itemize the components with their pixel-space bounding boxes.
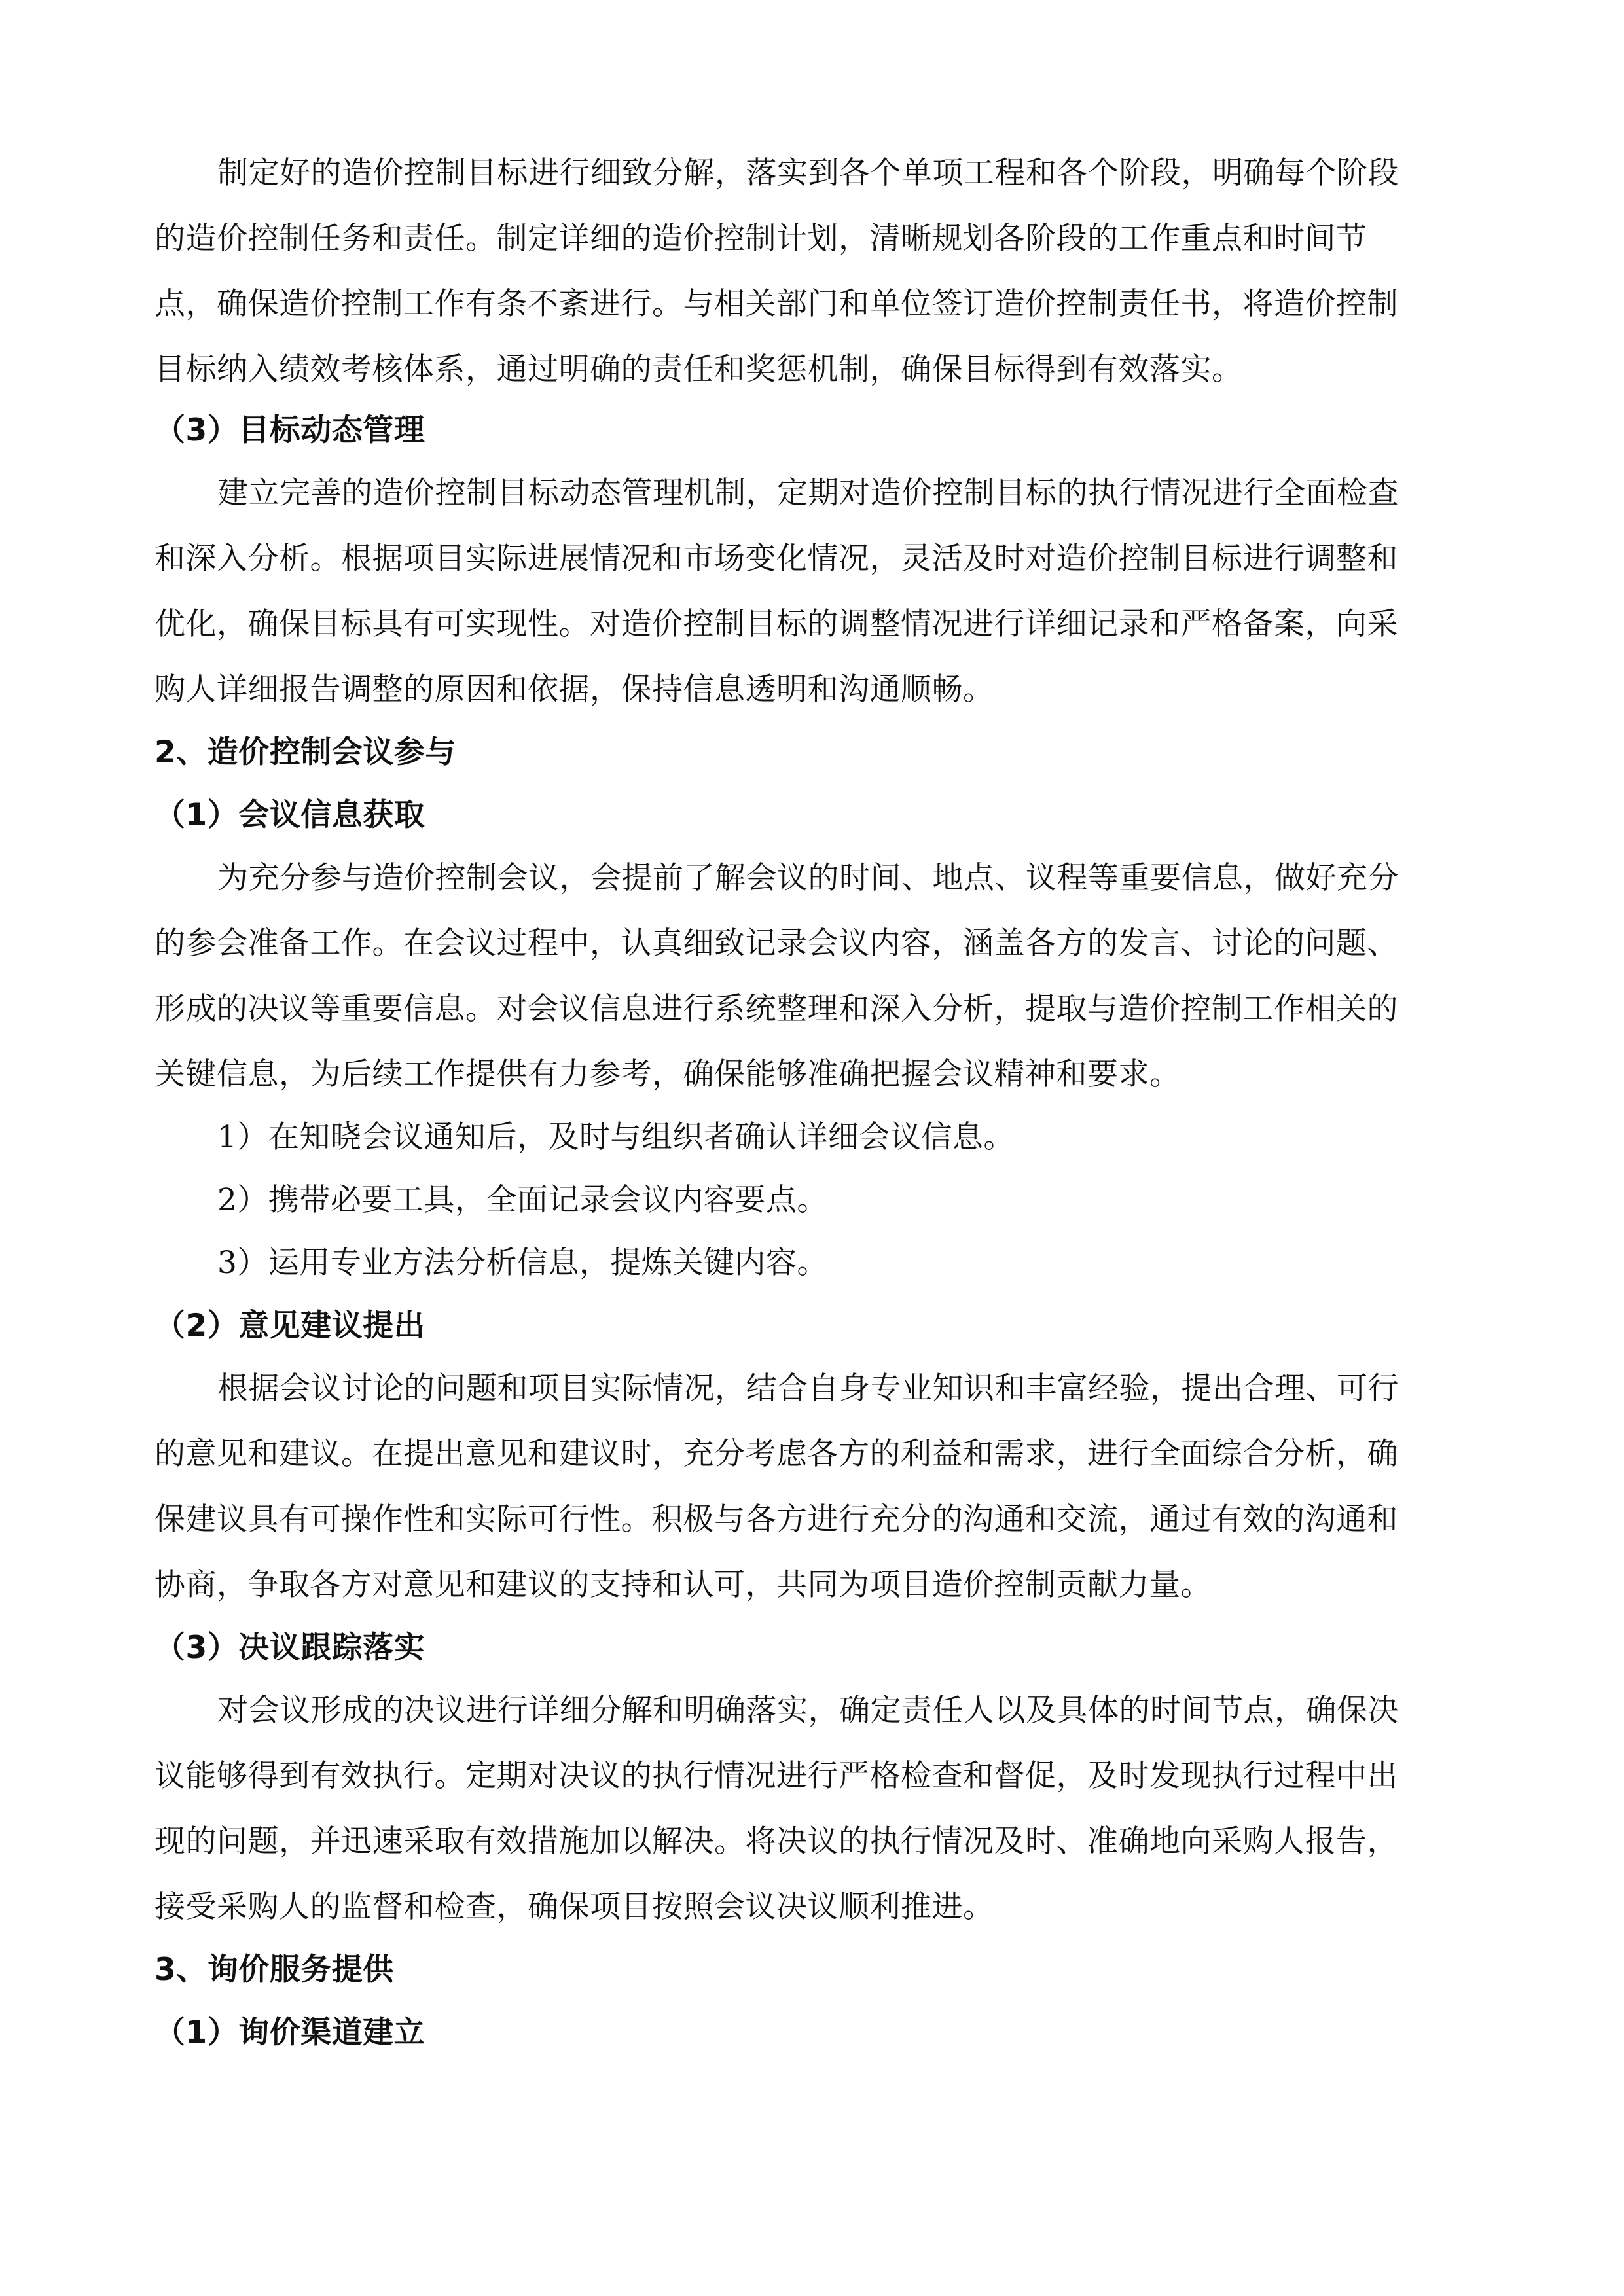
paragraph-line: 的造价控制任务和责任。制定详细的造价控制计划，清晰规划各阶段的工作重点和时间节 bbox=[154, 221, 1367, 257]
paragraph-line: 和深入分析。根据项目实际进展情况和市场变化情况，灵活及时对造价控制目标进行调整和 bbox=[154, 541, 1398, 577]
subheading-resolution-tracking: （3）决议跟踪落实 bbox=[154, 1630, 425, 1666]
paragraph-line: 现的问题，并迅速采取有效措施加以解决。将决议的执行情况及时、准确地向采购人报告， bbox=[154, 1823, 1398, 1859]
paragraph-line: 购人详细报告调整的原因和依据，保持信息透明和沟通顺畅。 bbox=[154, 672, 994, 708]
paragraph-line: 保建议具有可操作性和实际可行性。积极与各方进行充分的沟通和交流，通过有效的沟通和 bbox=[154, 1501, 1398, 1537]
paragraph-line: 建立完善的造价控制目标动态管理机制，定期对造价控制目标的执行情况进行全面检查 bbox=[217, 475, 1399, 511]
paragraph-line: 协商，争取各方对意见和建议的支持和认可，共同为项目造价控制贡献力量。 bbox=[154, 1567, 1212, 1603]
subheading-meeting-info: （1）会议信息获取 bbox=[154, 797, 425, 833]
paragraph-line: 为充分参与造价控制会议，会提前了解会议的时间、地点、议程等重要信息，做好充分 bbox=[217, 860, 1399, 896]
list-item: 1）在知晓会议通知后，及时与组织者确认详细会议信息。 bbox=[217, 1119, 1015, 1155]
paragraph-line: 点，确保造价控制工作有条不紊进行。与相关部门和单位签订造价控制责任书，将造价控制 bbox=[154, 286, 1398, 322]
section-title-inquiry-service: 3、询价服务提供 bbox=[154, 1952, 394, 1988]
subheading-suggestions: （2）意见建议提出 bbox=[154, 1308, 425, 1344]
paragraph-line: 制定好的造价控制目标进行细致分解，落实到各个单项工程和各个阶段，明确每个阶段 bbox=[217, 155, 1399, 191]
list-item: 2）携带必要工具，全面记录会议内容要点。 bbox=[217, 1182, 828, 1218]
paragraph-line: 优化，确保目标具有可实现性。对造价控制目标的调整情况进行详细记录和严格备案，向采 bbox=[154, 606, 1398, 642]
list-item: 3）运用专业方法分析信息，提炼关键内容。 bbox=[217, 1245, 828, 1281]
paragraph-line: 议能够得到有效执行。定期对决议的执行情况进行严格检查和督促，及时发现执行过程中出 bbox=[154, 1758, 1398, 1794]
paragraph-line: 对会议形成的决议进行详细分解和明确落实，确定责任人以及具体的时间节点，确保决 bbox=[217, 1693, 1399, 1729]
paragraph-line: 形成的决议等重要信息。对会议信息进行系统整理和深入分析，提取与造价控制工作相关的 bbox=[154, 991, 1398, 1027]
section-title-meeting-participation: 2、造价控制会议参与 bbox=[154, 734, 456, 770]
paragraph-line: 的意见和建议。在提出意见和建议时，充分考虑各方的利益和需求，进行全面综合分析，确 bbox=[154, 1436, 1398, 1472]
paragraph-line: 根据会议讨论的问题和项目实际情况，结合自身专业知识和丰富经验，提出合理、可行 bbox=[217, 1371, 1399, 1407]
paragraph-line: 关键信息，为后续工作提供有力参考，确保能够准确把握会议精神和要求。 bbox=[154, 1056, 1181, 1092]
subheading-inquiry-channel: （1）询价渠道建立 bbox=[154, 2015, 425, 2051]
paragraph-line: 的参会准备工作。在会议过程中，认真细致记录会议内容，涵盖各方的发言、讨论的问题、 bbox=[154, 925, 1398, 961]
paragraph-line: 目标纳入绩效考核体系，通过明确的责任和奖惩机制，确保目标得到有效落实。 bbox=[154, 351, 1243, 387]
subheading-target-dynamic-management: （3）目标动态管理 bbox=[154, 412, 425, 448]
paragraph-line: 接受采购人的监督和检查，确保项目按照会议决议顺利推进。 bbox=[154, 1889, 994, 1925]
